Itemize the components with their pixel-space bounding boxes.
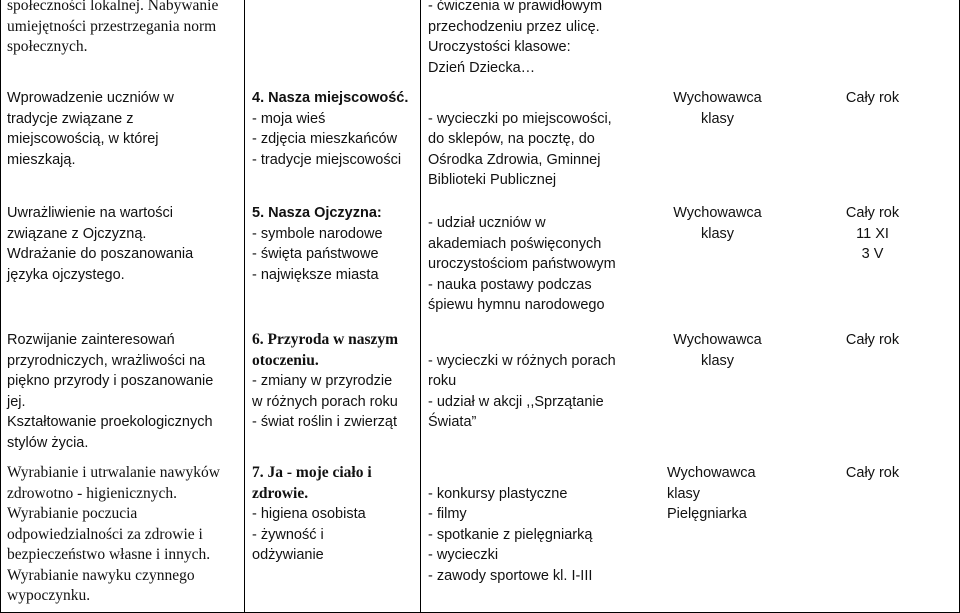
responsible-cell: [650, 203, 785, 330]
responsible-line: Wychowawca: [673, 332, 762, 348]
term-line: 3 V: [861, 246, 884, 262]
forms-line: roku: [428, 373, 457, 389]
goal-line: Kształtowanie proekologicznych: [7, 414, 213, 430]
table-row: [0, 203, 960, 330]
forms-line: Dzień Dziecka…: [428, 59, 536, 76]
topic-line: - świat roślin i zwierząt: [252, 414, 398, 430]
goal-line: Wdrażanie do poszanowania: [7, 246, 194, 262]
term-cell: [785, 463, 960, 613]
topic-line: - moja wieś: [252, 110, 326, 127]
term-cell: [785, 330, 960, 463]
goal-line: bezpieczeństwo własne i innych.: [7, 546, 211, 563]
goal-line: mieszkają.: [7, 151, 76, 168]
forms-line: - spotkanie z pielęgniarką: [428, 526, 593, 543]
table-row: [0, 88, 960, 203]
forms-cell: [420, 463, 650, 613]
goal-cell: [0, 463, 244, 613]
table-row: [0, 330, 960, 463]
goal-line: przyrodniczych, wrażliwości na: [7, 352, 206, 369]
forms-cell: [420, 330, 650, 463]
goal-line: umiejętności przestrzegania norm: [7, 17, 217, 35]
goal-line: Rozwijanie zainteresowań: [7, 332, 175, 348]
responsible-line: klasy: [700, 352, 735, 369]
forms-line: Ośrodka Zdrowia, Gminnej: [428, 151, 601, 168]
topic-cell: [244, 0, 420, 88]
forms-line: - wycieczki po miejscowości,: [428, 110, 612, 127]
responsible-line: Wychowawca: [673, 90, 762, 106]
goal-line: Wyrabianie nawyku czynnego: [7, 566, 195, 584]
forms-line: przechodzeniu przez ulicę.: [428, 18, 600, 35]
goal-line: Wprowadzenie uczniów w: [7, 90, 174, 106]
goal-line: miejscowością, w której: [7, 131, 159, 147]
goal-cell: [0, 203, 244, 330]
goal-line: Wyrabianie poczucia: [7, 505, 138, 522]
goal-line: Wyrabianie i utrwalanie nawyków: [7, 464, 220, 481]
forms-line: śpiewu hymnu narodowego: [428, 297, 605, 313]
table-row: [0, 463, 960, 613]
forms-line: Uroczystości klasowe:: [428, 39, 571, 55]
forms-line: - filmy: [428, 506, 467, 522]
topic-title: otoczeniu.: [252, 351, 319, 369]
goal-line: społeczności lokalnej. Nabywanie: [7, 0, 219, 14]
responsible-line: Wychowawca: [667, 465, 756, 481]
responsible-line: klasy: [700, 225, 735, 242]
topic-line: - żywność i: [252, 526, 324, 543]
term-cell: [785, 88, 960, 203]
topic-title: 4. Nasza miejscowość.: [252, 90, 409, 106]
forms-line: - zawody sportowe kl. I-III: [428, 567, 593, 584]
responsible-cell: [650, 330, 785, 463]
goal-line: społecznych.: [7, 38, 88, 55]
term-line: Cały rok: [845, 90, 900, 106]
topic-line: - symbole narodowe: [252, 225, 383, 242]
topic-line: - zdjęcia mieszkańców: [252, 131, 398, 147]
forms-line: - udział w akcji ,,Sprzątanie: [428, 393, 604, 410]
forms-spacer: [428, 330, 646, 351]
forms-line: - ćwiczenia w prawidłowym: [428, 0, 603, 14]
topic-line: - higiena osobista: [252, 506, 366, 522]
term-cell: [785, 0, 960, 88]
forms-line: Biblioteki Publicznej: [428, 172, 557, 188]
goal-line: odpowiedzialności za zdrowie i: [7, 525, 203, 543]
topic-cell: [244, 203, 420, 330]
goal-cell: [0, 0, 244, 88]
term-line: 11 XI: [856, 225, 889, 242]
term-line: Cały rok: [845, 465, 900, 481]
responsible-line: klasy: [667, 485, 701, 502]
goal-line: tradycje związane z: [7, 110, 134, 127]
forms-spacer: [428, 463, 646, 484]
topic-line: odżywianie: [252, 547, 324, 563]
goal-cell: [0, 88, 244, 203]
forms-cell: [420, 0, 650, 88]
topic-line: w różnych porach roku: [252, 393, 398, 410]
forms-line: uroczystościom państwowym: [428, 256, 616, 272]
forms-line: - wycieczki: [428, 547, 499, 563]
goal-line: związane z Ojczyzną.: [7, 225, 147, 242]
topic-line: - tradycje miejscowości: [252, 151, 402, 168]
forms-line: akademiach poświęconych: [428, 235, 602, 252]
topic-line: - święta państwowe: [252, 246, 379, 262]
topic-title: 5. Nasza Ojczyzna:: [252, 205, 382, 221]
responsible-cell: [650, 463, 785, 613]
responsible-line: klasy: [700, 110, 735, 127]
table-row: [0, 0, 960, 88]
responsible-cell: [650, 0, 785, 88]
responsible-cell: [650, 88, 785, 203]
goal-line: stylów życia.: [7, 434, 89, 451]
topic-cell: [244, 330, 420, 463]
forms-cell: [420, 88, 650, 203]
goal-line: piękno przyrody i poszanowanie: [7, 373, 214, 389]
forms-line: - nauka postawy podczas: [428, 276, 592, 293]
forms-line: - konkursy plastyczne: [428, 485, 568, 502]
topic-cell: [244, 463, 420, 613]
responsible-line: Pielęgniarka: [667, 506, 747, 522]
forms-spacer: [428, 203, 646, 213]
forms-cell: [420, 203, 650, 330]
term-line: Cały rok: [845, 332, 900, 348]
forms-line: Świata”: [428, 414, 477, 430]
topic-title: 6. Przyroda w naszym: [252, 331, 399, 348]
forms-line: - udział uczniów w: [428, 215, 546, 231]
term-line: Cały rok: [845, 205, 900, 221]
forms-spacer: [428, 88, 646, 109]
topic-line: - największe miasta: [252, 266, 379, 283]
topic-line: - zmiany w przyrodzie: [252, 373, 393, 389]
term-cell: [785, 203, 960, 330]
forms-line: - wycieczki w różnych porach: [428, 352, 616, 369]
goal-line: języka ojczystego.: [7, 266, 125, 283]
topic-title: zdrowie.: [252, 484, 309, 502]
goal-line: jej.: [7, 393, 26, 410]
responsible-line: Wychowawca: [673, 205, 762, 221]
goal-line: Uwrażliwienie na wartości: [7, 205, 173, 221]
topic-title: 7. Ja - moje ciało i: [252, 464, 372, 481]
forms-line: do sklepów, na pocztę, do: [428, 131, 595, 147]
topic-cell: [244, 88, 420, 203]
goal-cell: [0, 330, 244, 463]
goal-line: wypoczynku.: [7, 587, 91, 604]
goal-line: zdrowotno - higienicznych.: [7, 484, 178, 502]
